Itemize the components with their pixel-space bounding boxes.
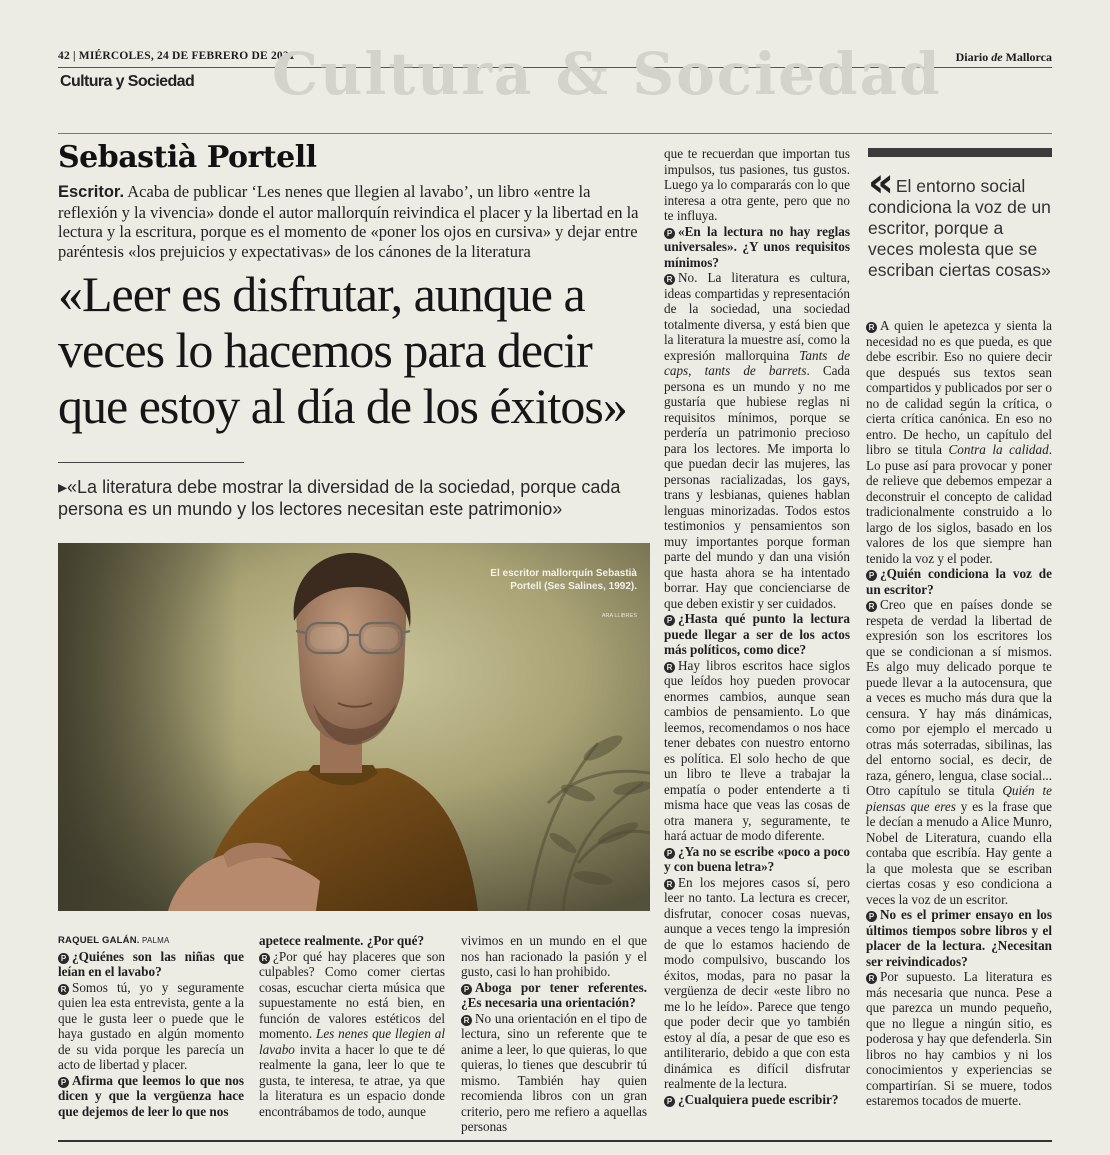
newspaper-name [956,50,1052,65]
question-paragraph [664,844,850,875]
answer-marker-icon: R [461,1015,472,1026]
answer-paragraph [866,597,1052,907]
intro-label: Escritor. [58,183,125,201]
answer-paragraph [461,933,647,980]
question-paragraph [664,611,850,658]
question-paragraph [866,566,1052,597]
paragraph-text: y es la frase que le decían a menudo a Alice Munro, Nobel de Literatura, cuando ella contaba que escribía. Hay gente a la que molesta que se escriban ciertas cosas y eso condiciona a veces la voz de un escritor. [866,798,1052,907]
paragraph-text: «En la lectura no hay reglas universales». ¿Y unos requisitos mínimos? [664,223,850,270]
question-marker-icon: P [461,984,472,995]
paragraph-text: ¿Quiénes son las niñas que leían en el lavabo? [58,948,244,979]
paragraph-text: No. La literatura es cultura, ideas compartidas y representación de la sociedad, una sociedad totalmente diversa, y está bien que la literatura la muestre así, como la expresión mallorquina [664,270,850,363]
answer-marker-icon: R [866,601,877,612]
paragraph-text: Hay libros escritos hace siglos que leídos hoy pueden provocar enormes cambios, aunque sean cambios de pensamiento. Lo que leemos, recomendamos o nos hace tener debates con nuestro entorno es política. El solo hecho de que un libro te lleve a trabajar la empatía o poder entenderte a ti misma hace que veas las cosas de otra manera y, seguramente, te hará actuar de modo diferente. [664,657,850,843]
paragraph-text: Aboga por tener referentes. ¿Es necesaria una orientación? [461,979,647,1010]
paragraph-text: ¿Hasta qué punto la lectura puede llegar a ser de los actos más políticos, como dice? [664,611,850,657]
paragraph-text: Creo que en países donde se respeta de verdad la libertad de expresión son los escritores los que se condicionan a sí mismos. Es algo muy delicado porque te puede llevar a la autocensura, que a veces es mucho más dura que la censura. Y hay más dinámicas, como por ejemplo el mercado u otras más soterradas, sibilinas, las del entorno social, es decir, de raza, género, lengua, clase social... Otro capítulo se titula [866,597,1052,798]
byline-place: PALMA [139,936,170,945]
question-marker-icon: P [58,1077,69,1088]
question-paragraph [866,907,1052,969]
italic-title-text: Tants de caps, tants de barrets [664,347,850,378]
paragraph-text: Por supuesto. La literatura es más necesaria que nunca. Pese a que parezca un mundo pequeño, que no llegue a ningún sitio, es poderosa y hay que defenderla. Sin libros no hay cambios y ni los conocimientos y experiencias se compartirían. Si se muere, todos estaremos tocados de muerte. [866,969,1052,1108]
answer-paragraph [259,949,445,1120]
article-subdeck: ▸«La literatura debe mostrar la diversidad de la sociedad, porque cada persona es un mundo y los lectores necesitan este patrimonio» [58,477,621,519]
pull-quote [868,160,1052,281]
italic-title-text: Quién te piensas que eres [866,783,1052,814]
paragraph-text: vivimos en un mundo en el que nos han racionado la pasión y el gusto, casi lo han prohibido. [461,933,647,979]
question-paragraph [664,224,850,271]
answer-paragraph [58,980,244,1073]
answer-marker-icon: R [259,953,270,964]
question-marker-icon: P [866,911,877,922]
answer-paragraph [664,658,850,844]
question-paragraph [664,1092,850,1108]
paragraph-text: No es el primer ensayo en los últimos tiempos sobre libros y el placer de la lectura. ¿Necesitan ser reivindicados? [866,907,1052,969]
pull-quote-text: El entorno social condiciona la voz de un escritor, porque a veces molesta que se escriban ciertas cosas» [868,176,1051,280]
article-headline: «Leer es disfrutar, aunque a veces lo hacemos para decir que estoy al día de los éxitos» [58,266,627,434]
pull-quote-bar [868,148,1052,157]
paper-name-a: Diario [955,50,992,64]
text-column-1 [58,933,244,1119]
section-label: Cultura y Sociedad [60,73,195,90]
intro-text: Acaba de publicar ‘Les nenes que llegien al lavabo’, un libro «entre la reflexión y la vivencia» donde el autor mallorquín reivindica el placer y la libertad en la lectura y la escritura, porque es el momento de «poner los ojos en cursiva» y dejar entre paréntesis «los prejuicios y expectativas» de los cánones de la literatura [58,182,639,261]
paragraph-text: A quien le apetezca y sienta la necesidad no es que pueda, es que debe escribir. Eso no quiere decir que después sus textos sean compartidos y publicados por ser o no de calidad según la crítica, o cierta crítica canónica. En eso no entro. De hecho, un capítulo del libro se titula [866,318,1052,457]
section-rule [58,133,1052,134]
question-marker-icon: P [664,615,675,626]
photo-credit: ARA LLIBRES [601,613,637,619]
answer-paragraph [664,875,850,1092]
quote-mark-icon: « [868,160,894,206]
question-paragraph [58,1073,244,1120]
answer-marker-icon: R [866,322,877,333]
author-photo [58,543,650,911]
text-column-5 [866,318,1052,1109]
question-marker-icon: P [664,1096,675,1107]
text-column-4 [664,146,850,1107]
byline-name: RAQUEL GALÁN. [58,935,140,946]
paragraph-text: ¿Quién condiciona la voz de un escritor? [866,566,1052,597]
paragraph-text: que te recuerdan que importan tus impulsos, tus pasiones, tus gustos. Luego ya lo compararás con lo que interesa a otra gente, pero que no te influya. [664,146,850,223]
answer-marker-icon: R [664,274,675,285]
answer-marker-icon: R [664,662,675,673]
question-marker-icon: P [664,848,675,859]
question-paragraph [58,949,244,980]
photo-caption: El escritor mallorquín Sebastià Portell (Ses Salines, 1992). [490,568,637,592]
paragraph-text: . Cada persona es un mundo y no me gustaría que hubiese reglas ni requisitos mínimos, porque se perdería un patrimonio precioso para los lectores. Me importa lo que puedan decir las mujeres, las personas racializadas, los gays, trans y lesbianas, quienes hablan lenguas minorizadas. Todos estos testimonios y pensamientos son muy importantes porque forman parte del mundo y dan una visión que hasta ahora se ha intentado borrar. Hay que concienciarse de que deben existir y ser cuidados. [664,363,850,611]
paragraph-text: ¿Por qué hay placeres que son culpables? Como comer ciertas cosas, escuchar cierta música que supuestamente no está bien, en función de valores estéticos del momento. [259,948,445,1041]
paragraph-text: En los mejores casos sí, pero leer no tanto. La lectura es crecer, disfrutar, conocer cosas nuevas, aunque a veces tengo la impresión de que lo estamos haciendo de modo compulsivo, buscando los éxitos, modas, para no pasar la vergüenza de decir «este libro no me lo he leído». Parece que tengo que poder decir que yo también estoy al día, a pesar de que eso es antiliterario, debido a que con esta dinámica es difícil disfrutar realmente de la lectura. [664,874,850,1091]
paragraph-text: apetece realmente. ¿Por qué? [259,933,425,948]
footer-rule [58,1140,1052,1142]
author-portrait-illustration [58,543,650,911]
subdeck-rule [58,462,244,463]
answer-paragraph [866,969,1052,1109]
paragraph-text: No una orientación en el tipo de lectura, sino un referente que te anime a leer, lo que quieras, lo que quieras, lo tienes que descubrir tú mismo. También hay quien recomienda libros con un gran criterio, pero me refiero a aquellas personas [461,1010,647,1134]
text-column-2 [259,933,445,1119]
answer-paragraph [866,318,1052,566]
answer-paragraph [664,270,850,611]
question-marker-icon: P [58,953,69,964]
paragraph-text: invita a hacer lo que te dé realmente la gana, leer lo que te gusta, te interesa, te atrae, ya que la literatura es un espacio donde encontrábamos de todo, aunque [259,1041,445,1119]
question-paragraph [461,980,647,1011]
article-intro [58,182,654,261]
interviewee-name: Sebastià Portell [58,140,317,175]
paper-name-b: de [991,50,1003,64]
paragraph-text: Somos tú, yo y seguramente quien lea esta entrevista, gente a la que le gusta leer o puede que le haya gustado en algún momento de su vida porque les parecía un acto de libertad y placer. [58,979,244,1072]
page-date-line: 42 | MIÉRCOLES, 24 DE FEBRERO DE 2021 [58,50,295,62]
paragraph-text: ¿Ya no se escribe «poco a poco y con buena letra»? [664,843,850,874]
answer-paragraph [664,146,850,224]
section-watermark: Cultura & Sociedad [272,40,942,108]
paragraph-text: Afirma que leemos lo que nos dicen y que la vergüenza hace que dejemos de leer lo que nos [58,1072,244,1119]
paragraph-text: . Lo puse así para provocar y poner de relieve que debemos empezar a deconstruir el concepto de calidad tradicionalmente construido a lo largo de los siglos, basado en los valores de los que siempre han tenido la voz y el poder. [866,442,1053,566]
question-marker-icon: P [866,570,877,581]
answer-marker-icon: R [58,984,69,995]
answer-marker-icon: R [866,973,877,984]
paper-name-c: Mallorca [1002,50,1052,64]
answer-marker-icon: R [664,879,675,890]
question-marker-icon: P [664,228,675,239]
paragraph-text: ¿Cualquiera puede escribir? [678,1091,839,1107]
italic-title-text: Les nenes que llegien al lavabo [259,1026,445,1057]
italic-title-text: Contra la calidad [948,442,1049,457]
text-column-3 [461,933,647,1135]
answer-paragraph [461,1011,647,1135]
byline [58,933,244,949]
question-paragraph [259,933,445,949]
